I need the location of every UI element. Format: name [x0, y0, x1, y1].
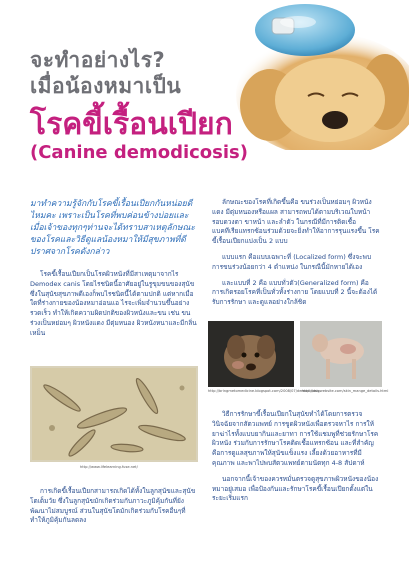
dog-photo-1-image [208, 321, 294, 387]
headline-line-2: เมื่อน้องหมาเป็น [30, 74, 182, 98]
mites-microscope-photo [30, 366, 198, 462]
headline-english-name: (Canine demodicosis) [30, 142, 248, 163]
intro-paragraph: มาทำความรู้จักกับโรคขี้เรื้อนเปียกกันหน่อยดีไหมคะ เพราะเป็นโรคที่พบค่อนข้างบ่อยและเมื่อเจ้าของทุกๆท่านจะได้ทราบสาเหตุลักษณะของโรคและวิธีดูแลน้องหมาให้มีสุขภาพที่ดี ปราศจากโรคดังกล่าว [30, 199, 195, 257]
body-column-left-1 [30, 270, 198, 339]
body-column-left-2 [30, 487, 198, 526]
headline-disease-name: โรคขี้เรื้อนเปียก [30, 107, 233, 142]
paragraph-occurrence: การเกิดขี้เรื้อนเปียกสามารถเกิดได้ทั้งในลูกสุนัขและสุนัขโตเต็มวัย ซึ่งในลูกสุนัขมักเกิดร่วมกับภาวะภูมิคุ้มกันที่ยังพัฒนาไม่สมบูรณ์ ส่วนในสุนัขโตมักเกิดร่วมกับโรคอื่นๆที่ทำให้ภูมิคุ้มกันลดลง [30, 487, 196, 525]
headline-line-1: จะทำอย่างไร? [30, 48, 166, 72]
article-header [0, 0, 409, 175]
dog-photo-1-caption: http://bringmetomedicine.blogspot.com/2008/07/demodicosis [208, 389, 320, 393]
paragraph-symptoms: ลักษณะของโรคที่เกิดขึ้นคือ ขนร่วงเป็นหย่อมๆ ผิวหนังแดง มีตุ่มหนองหรือแผล สามารถพบได้ตามบริเวณใบหน้า รอบดวงตา ขาหน้า และลำตัว ในกรณีที่มีการติดเชื้อแบคทีเรียแทรกซ้อนร่วมด้วยจะยิ่งทำให้อาการรุนแรงขึ้น โรคขี้เรื้อนเปียกแบ่งเป็น 2 แบบ [212, 198, 380, 246]
mite-image [32, 368, 196, 460]
mites-photo-caption: http://www.lifelearning.fuse.net/ [80, 465, 138, 469]
dog-photo-2-caption: http://dogwebsite.com/skin_mange_details.html [302, 389, 389, 393]
paragraph-treatment: วิธีการรักษาขี้เรื้อนเปียกในสุนัขทำได้โดยการตรวจวินิจฉัยจากสัตวแพทย์ การขูดผิวหนังเพื่อตรวจหาไร การให้ยาฆ่าไรทั้งแบบยากินและยาทา การใช้แชมพูที่ช่วยรักษาโรคผิวหนัง ร่วมกับการรักษาโรคติดเชื้อแทรกซ้อน และที่สำคัญคือการดูแลสุขภาพให้สุนัขแข็งแรง เลี้ยงด้วยอาหารที่มีคุณภาพ และพาไปพบสัตวแพทย์ตามนัดทุก 4-8 สัปดาห์ [212, 410, 379, 467]
dog-photo-2-image [300, 321, 382, 387]
affected-dog-photo-2 [300, 321, 382, 387]
body-column-right-2 [212, 410, 380, 510]
sick-dog-illustration [210, 0, 409, 150]
affected-dog-photo-1 [208, 321, 294, 387]
paragraph-generalized-form: และแบบที่ 2 คือ แบบทั่วตัว(Generalized form) คือ การเกิดรอยโรคที่เป็นทั่วทั้งร่างกาย โดยแบบที่ 2 นี้จะต้องได้รับการรักษา และดูแลอย่างใกล้ชิด [212, 278, 378, 307]
body-column-right-1 [212, 198, 380, 314]
paragraph-prevention: นอกจากนี้เจ้าของควรหมั่นตรวจดูสุขภาพผิวหนังของน้องหมาอยู่เสมอ เพื่อป้องกันและรักษาโรคขี้เรื้อนเปียกตั้งแต่ในระยะเริ่มแรก [212, 474, 379, 503]
paragraph-localized-form: แบบแรก คือแบบเฉพาะที่ (Localized form) ซึ่งจะพบการขนร่วงน้อยกว่า 4 ตำแหน่ง ในกรณีนี้มักหายได้เอง [212, 252, 372, 271]
paragraph-cause: โรคขี้เรื้อนเปียกเป็นโรคผิวหนังที่มีสาเหตุมาจากไร Demodex canis โดยไรชนิดนี้อาศัยอยู่ในรูขุมขนของสุนัข ซึ่งในสุนัขสุขภาพดีเองก็พบไรชนิดนี้ได้ตามปกติ แต่หากเมื่อใดที่ร่างกายของน้องหมาอ่อนแอ ไรจะเพิ่มจำนวนขึ้นอย่างรวดเร็ว ทำให้เกิดความผิดปกติของผิวหนังและขน เช่น ขนร่วงเป็นหย่อมๆ ผิวหนังแดง มีตุ่มหนอง ผิวหนังหนาและมีกลิ่นเหม็น [30, 270, 197, 337]
